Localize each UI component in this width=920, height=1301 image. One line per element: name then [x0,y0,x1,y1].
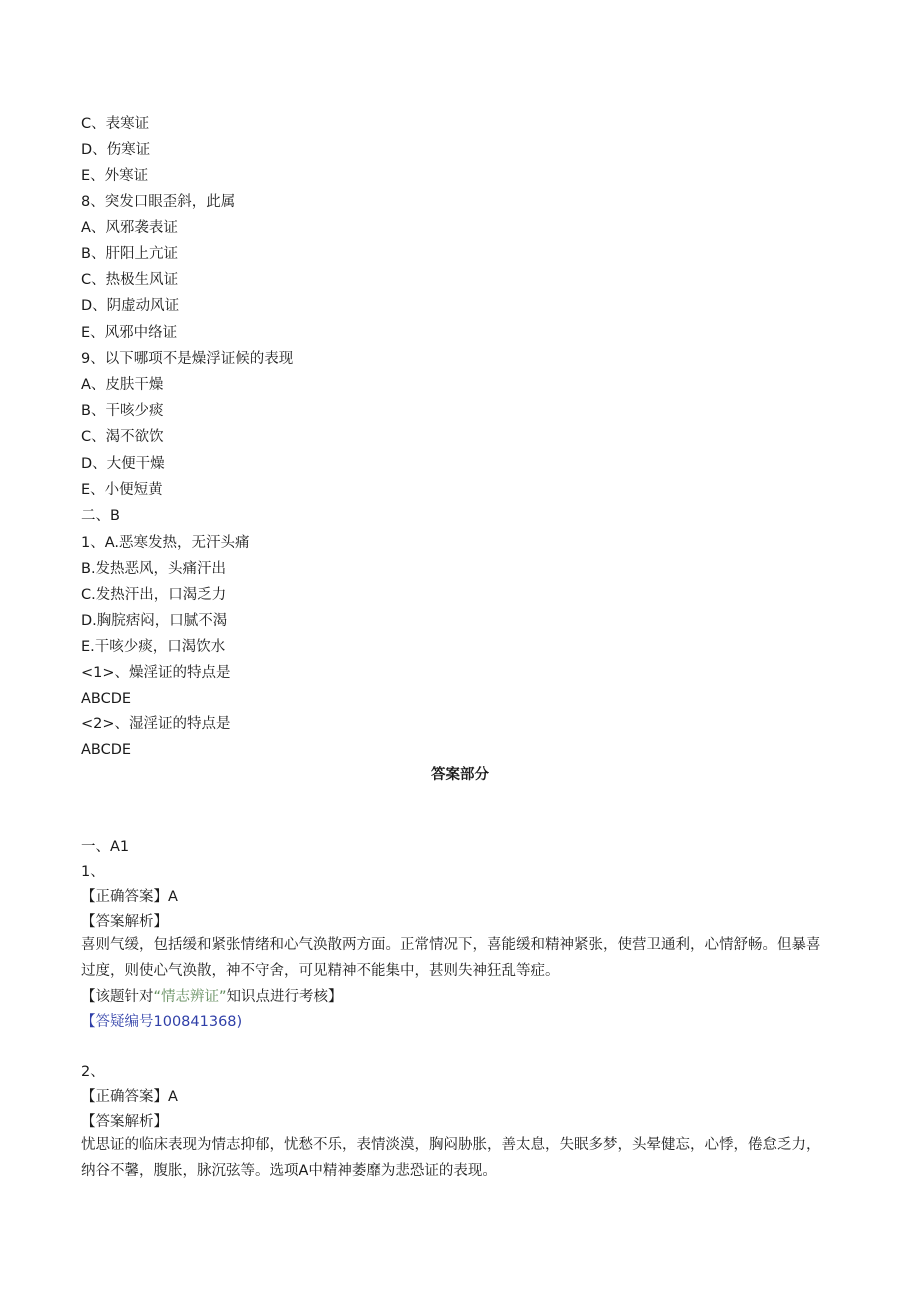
question-line: E、小便短黄 [81,482,163,498]
question-line: 9、以下哪项不是燥浮证候的表现 [81,351,294,367]
question-line: E、风邪中络证 [81,325,178,341]
answers-heading: 答案部分 [431,767,489,783]
question-line: B、肝阳上亢证 [81,246,178,262]
question-line: <2>、湿淫证的特点是 [81,716,231,732]
topic-prefix: 【该题针对 [81,989,154,1005]
question-line: C.发热汗出，口渴乏力 [81,587,227,603]
qa-id-link[interactable]: 【答疑编号100841368) [81,1014,243,1030]
question-line: ABCDE [81,742,132,758]
question-line: D、伤寒证 [81,142,151,158]
question-line: D、阴虚动风证 [81,298,180,314]
question-line: <1>、燥淫证的特点是 [81,665,231,681]
question-line: A、皮肤干燥 [81,377,164,393]
question-line: A、风邪袭表证 [81,220,178,236]
question-line: D.胸脘痞闷，口腻不渴 [81,613,228,629]
correct-answer: 【正确答案】A [81,1089,178,1105]
question-line: B、干咳少痰 [81,403,164,419]
question-line: D、大便干燥 [81,456,165,472]
question-line: C、热极生风证 [81,272,179,288]
question-line: 8、突发口眼歪斜，此属 [81,194,236,210]
question-line: E、外寒证 [81,168,149,184]
answers-section-heading: 一、A1 [81,839,130,855]
analysis-text: 忧思证的临床表现为情志抑郁，忧愁不乐，表情淡漠，胸闷胁胀，善太息，失眠多梦，头晕健忘，心悸，倦怠乏力，纳谷不馨，腹胀，脉沉弦等。选项A中精神萎靡为悲恐证的表现。 [81,1137,821,1179]
topic-link[interactable]: “情志辨证” [153,989,227,1005]
section-heading: 二、B [81,508,120,524]
question-line: C、渴不欲饮 [81,429,164,445]
question-line: 1、A.恶寒发热，无汗头痛 [81,535,250,551]
correct-answer: 【正确答案】A [81,889,178,905]
question-line: C、表寒证 [81,116,150,132]
analysis-label: 【答案解析】 [81,914,168,930]
answer-number: 2、 [81,1064,105,1080]
topic-suffix: 知识点进行考核】 [226,989,343,1005]
question-line: B.发热恶风，头痛汗出 [81,561,227,577]
analysis-label: 【答案解析】 [81,1114,168,1130]
question-line: E.干咳少痰，口渴饮水 [81,639,226,655]
topic-note [81,988,343,1006]
answer-number: 1、 [81,864,105,880]
analysis-text: 喜则气缓，包括缓和紧张情绪和心气涣散两方面。正常情况下，喜能缓和精神紧张，使营卫通利，心情舒畅。但暴喜过度，则使心气涣散，神不守舍，可见精神不能集中，甚则失神狂乱等症。 [81,937,821,979]
question-line: ABCDE [81,691,132,707]
